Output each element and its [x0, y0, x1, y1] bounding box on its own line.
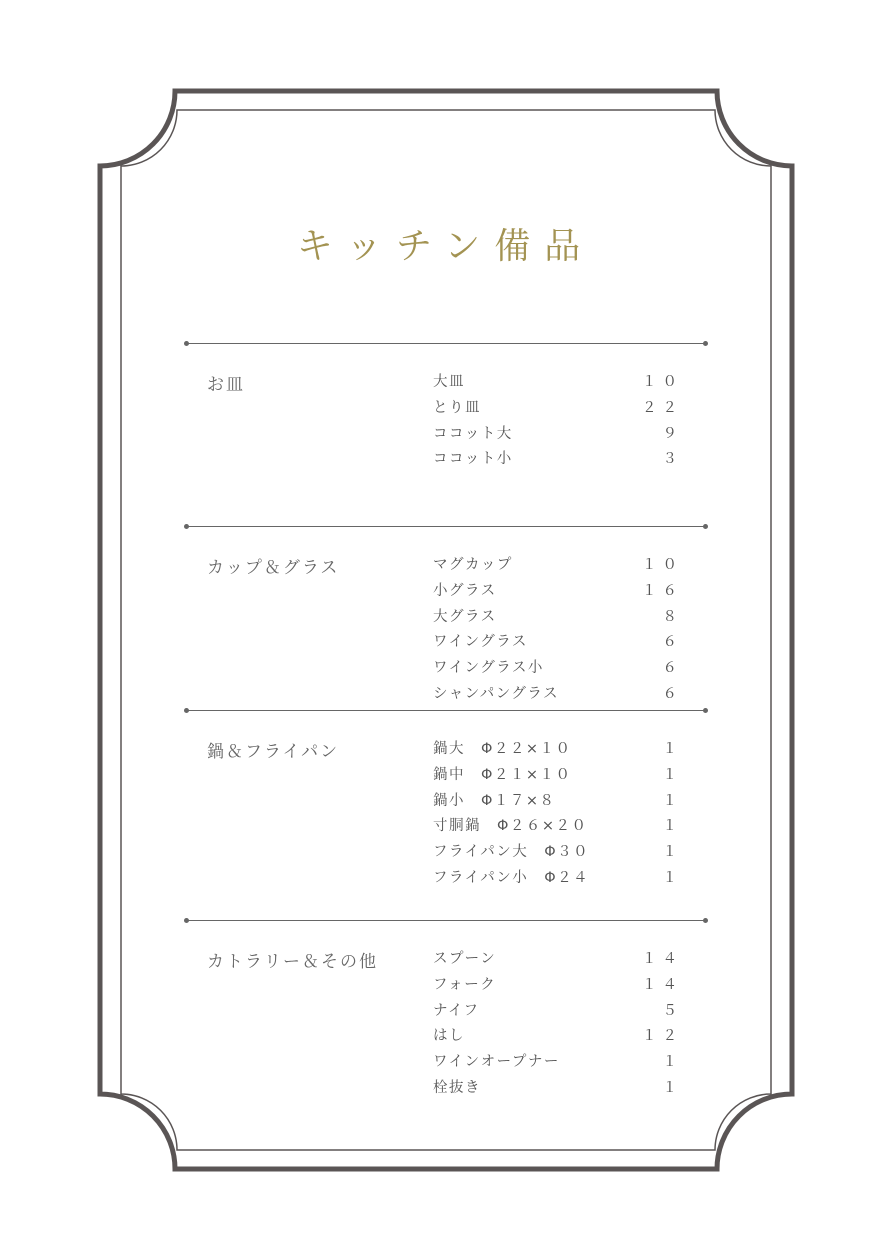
category-label: カップ＆グラス: [207, 558, 340, 578]
list-item: [433, 999, 683, 1025]
item-qty: １: [662, 1054, 683, 1071]
item-qty: １: [662, 818, 683, 835]
item-name: 寸胴鍋 Φ２６×２０: [433, 818, 588, 835]
list-item: [433, 737, 683, 763]
page-title: キッチン備品: [296, 226, 595, 267]
list-item: [433, 656, 683, 682]
list-item: [433, 370, 683, 396]
item-qty: １: [662, 869, 683, 886]
section-divider: [186, 526, 706, 527]
item-qty: １: [662, 766, 683, 783]
item-name: ナイフ: [433, 1002, 480, 1019]
item-list: [433, 370, 683, 473]
section-divider: [186, 710, 706, 711]
item-qty: １４: [642, 951, 683, 967]
item-qty: １６: [642, 582, 683, 599]
item-list: [433, 947, 683, 1102]
item-qty: ６: [662, 660, 683, 677]
item-qty: １: [662, 741, 683, 757]
item-name: はし: [433, 1028, 465, 1045]
list-item: [433, 947, 683, 973]
item-qty: ９: [662, 425, 683, 442]
item-qty: １: [662, 844, 683, 861]
item-name: フォーク: [433, 976, 497, 993]
item-name: ココット小: [433, 451, 513, 468]
list-item: [433, 447, 683, 473]
list-item: [433, 789, 683, 815]
item-name: シャンパングラス: [433, 685, 559, 702]
list-item: [433, 973, 683, 999]
list-item: [433, 1024, 683, 1050]
list-item: [433, 1050, 683, 1076]
list-item: [433, 763, 683, 789]
item-name: スプーン: [433, 951, 497, 967]
list-item: [433, 579, 683, 605]
item-name: ワイングラス: [433, 634, 528, 651]
item-name: 鍋大 Φ２２×１０: [433, 741, 572, 757]
item-name: 鍋小 Φ１７×８: [433, 792, 556, 809]
list-item: [433, 682, 683, 708]
item-qty: １: [662, 1079, 683, 1096]
category-label: 鍋＆フライパン: [207, 742, 340, 762]
item-name: フライパン小 Φ２４: [433, 869, 590, 886]
section-divider: [186, 343, 706, 344]
item-qty: ８: [662, 608, 683, 625]
item-qty: １２: [642, 1028, 683, 1045]
item-name: マグカップ: [433, 557, 513, 573]
item-name: ワイングラス小: [433, 660, 544, 677]
item-name: 大グラス: [433, 608, 497, 625]
item-list: [433, 737, 683, 892]
list-item: [433, 866, 683, 892]
item-list: [433, 553, 683, 708]
list-item: [433, 553, 683, 579]
list-item: [433, 630, 683, 656]
item-qty: ３: [662, 451, 683, 468]
item-name: 鍋中 Φ２１×１０: [433, 766, 572, 783]
item-qty: １０: [642, 374, 683, 390]
item-name: とり皿: [433, 399, 481, 416]
list-item: [433, 1076, 683, 1102]
list-item: [433, 422, 683, 448]
list-item: [433, 396, 683, 422]
item-name: 栓抜き: [433, 1079, 481, 1096]
list-item: [433, 814, 683, 840]
list-item: [433, 605, 683, 631]
category-label: カトラリー＆その他: [207, 952, 378, 972]
item-name: フライパン大 Φ３０: [433, 844, 590, 861]
item-qty: １４: [642, 976, 683, 993]
item-qty: ６: [662, 685, 683, 702]
item-name: ワインオープナー: [433, 1054, 560, 1071]
category-label: お皿: [207, 375, 245, 395]
section-divider: [186, 920, 706, 921]
item-qty: ５: [662, 1002, 683, 1019]
item-name: 大皿: [433, 374, 465, 390]
list-item: [433, 840, 683, 866]
item-qty: １: [662, 792, 683, 809]
item-name: 小グラス: [433, 582, 497, 599]
item-qty: ２２: [642, 399, 683, 416]
item-name: ココット大: [433, 425, 513, 442]
item-qty: １０: [642, 557, 683, 573]
item-qty: ６: [662, 634, 683, 651]
